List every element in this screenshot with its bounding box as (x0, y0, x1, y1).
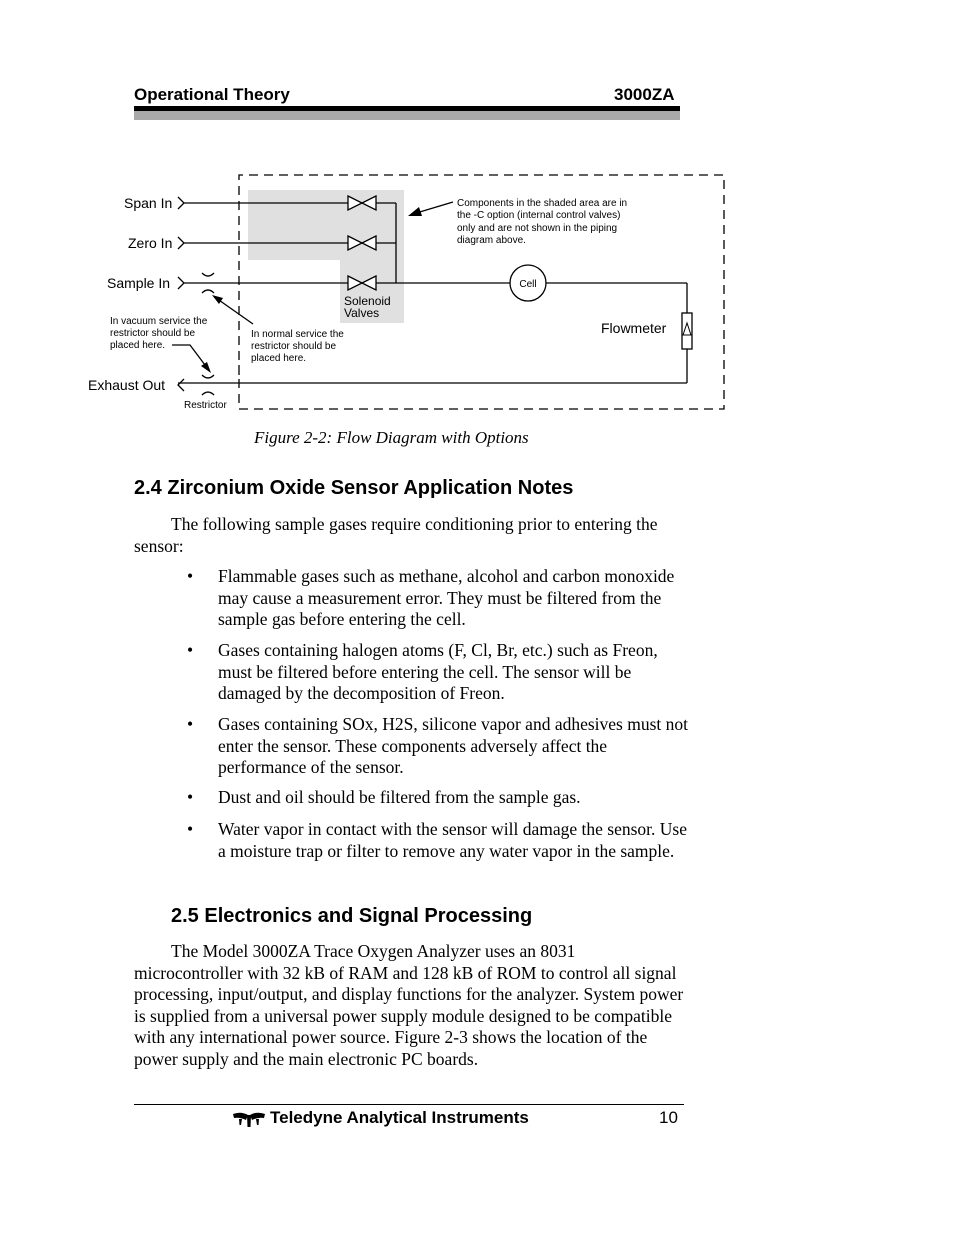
svg-text:In normal service the: In normal service the (251, 329, 344, 340)
note-shaded-area (408, 198, 627, 246)
span-in-label: Span In (124, 195, 173, 211)
svg-text:only and are not shown in the: only and are not shown in the piping (457, 223, 618, 234)
list-item-text: Gases containing SOx, H2S, silicone vapor and adhesives must not enter the sensor. These components adversely affect the performance of the sensor. (218, 714, 689, 777)
section-2-4-intro: The following sample gases require conditioning prior to entering the sensor: (134, 514, 658, 556)
figure-caption: Figure 2-2: Flow Diagram with Options (254, 428, 529, 447)
bullet-mark: • (187, 819, 194, 839)
bullet-mark: • (187, 640, 194, 660)
flowmeter-label: Flowmeter (601, 320, 667, 336)
bullet-mark: • (187, 787, 194, 807)
header-model-number: 3000ZA (614, 85, 675, 104)
zero-in-label: Zero In (128, 235, 173, 251)
note-vacuum-service (110, 316, 211, 373)
note-normal-service (212, 295, 344, 364)
restrictor-symbol-exhaust (202, 375, 214, 395)
flowmeter (601, 313, 692, 349)
header-rule-gray (134, 111, 680, 120)
svg-text:restrictor should be: restrictor should be (251, 341, 337, 352)
svg-text:In vacuum service the: In vacuum service the (110, 316, 208, 327)
teledyne-logo-icon (232, 1110, 266, 1128)
section-heading-2-4: 2.4 Zirconium Oxide Sensor Application Notes (134, 477, 574, 499)
list-item-text: Gases containing halogen atoms (F, Cl, Br, etc.) such as Freon, must be filtered before entering the cell. The sensor will be damaged by the decomposition of Freon. (218, 640, 658, 703)
section-2-5-body: The Model 3000ZA Trace Oxygen Analyzer uses an 8031 microcontroller with 32 kB of RAM and 128 kB of ROM to control all signal processing, input/output, and display functions for the analyzer. System power is supplied from a universal power supply module designed to be compatible with any international power source. Figure 2-3 shows the location of the power supply and the main electronic PC boards. (134, 941, 684, 1069)
header-section-title: Operational Theory (134, 85, 290, 104)
list-item-text: Dust and oil should be filtered from the sample gas. (218, 787, 581, 807)
svg-text:Components in the shaded area: Components in the shaded area are in (457, 198, 628, 209)
sample-in-inlet (107, 273, 510, 293)
svg-text:restrictor should be: restrictor should be (110, 328, 196, 339)
exhaust-out-outlet (88, 375, 687, 411)
cell (510, 265, 546, 301)
svg-text:Solenoid: Solenoid (344, 294, 391, 308)
bullet-mark: • (187, 714, 194, 734)
cell-label: Cell (519, 279, 537, 290)
restrictor-label: Restrictor (184, 400, 227, 411)
flow-diagram (80, 165, 730, 417)
bullet-mark: • (187, 566, 194, 586)
list-item-text: Water vapor in contact with the sensor will damage the sensor. Use a moisture trap or filter to remove any water vapor in the sample. (218, 819, 688, 861)
footer-company-name: Teledyne Analytical Instruments (270, 1108, 529, 1127)
section-heading-2-5: 2.5 Electronics and Signal Processing (171, 905, 533, 927)
exhaust-out-label: Exhaust Out (88, 377, 166, 393)
sample-in-label: Sample In (107, 275, 171, 291)
svg-text:diagram above.: diagram above. (457, 235, 526, 246)
svg-text:the -C option (internal contro: the -C option (internal control valves) (457, 210, 621, 221)
svg-text:Valves: Valves (344, 306, 380, 320)
page-number: 10 (659, 1108, 678, 1127)
svg-text:placed here.: placed here. (110, 340, 166, 351)
svg-text:placed here.: placed here. (251, 353, 307, 364)
footer-rule (134, 1104, 684, 1105)
list-item-text: Flammable gases such as methane, alcohol and carbon monoxide may cause a measurement error. They must be filtered from the sample gas before entering the cell. (218, 566, 675, 629)
